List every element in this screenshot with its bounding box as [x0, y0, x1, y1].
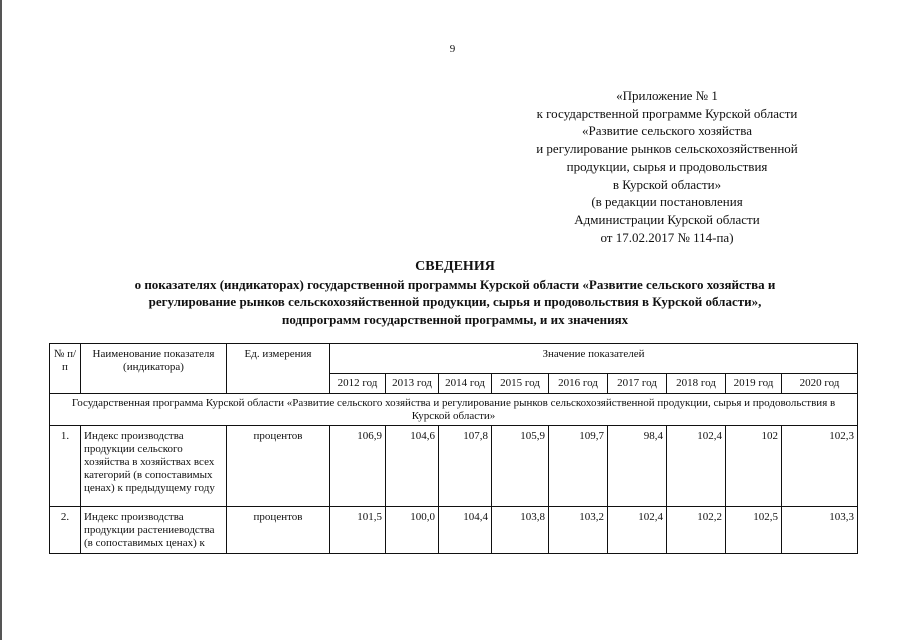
- header-name: Наименование показателя (индикатора): [81, 344, 227, 394]
- appendix-line: (в редакции постановления: [591, 194, 743, 210]
- row-value: 103,8: [492, 507, 549, 554]
- table-row: [50, 507, 858, 554]
- row-value: 106,9: [330, 426, 386, 507]
- appendix-line: «Развитие сельского хозяйства: [582, 123, 752, 139]
- row-value: 109,7: [549, 426, 608, 507]
- row-value: 100,0: [386, 507, 439, 554]
- page-number: 9: [449, 43, 456, 55]
- appendix-line: к государственной программе Курской области: [536, 105, 798, 121]
- year-header: 2012 год: [330, 374, 386, 394]
- appendix-line: Администрации Курской области: [574, 211, 760, 227]
- year-header: 2020 год: [782, 374, 858, 394]
- header-values: Значение показателей: [330, 344, 858, 374]
- header-num: № п/п: [50, 344, 81, 394]
- year-header: 2016 год: [549, 374, 608, 394]
- row-value: 102: [726, 426, 782, 507]
- indicators-table: [49, 343, 858, 554]
- row-value: 104,4: [439, 507, 492, 554]
- heading-line: регулирование рынков сельскохозяйственной продукции, сырья и продовольствия в Курской области»,: [148, 294, 762, 309]
- appendix-line: продукции, сырья и продовольствия: [566, 158, 768, 174]
- appendix-block: [497, 87, 837, 246]
- year-header: 2013 год: [386, 374, 439, 394]
- row-value: 102,2: [667, 507, 726, 554]
- row-value: 103,2: [549, 507, 608, 554]
- year-header: 2019 год: [726, 374, 782, 394]
- row-value: 103,3: [782, 507, 858, 554]
- document-title: СВЕДЕНИЯ: [415, 259, 495, 274]
- row-value: 105,9: [492, 426, 549, 507]
- year-header: 2014 год: [439, 374, 492, 394]
- appendix-line: от 17.02.2017 № 114-па): [600, 229, 734, 245]
- header-unit: Ед. измерения: [227, 344, 330, 394]
- appendix-line: и регулирование рынков сельскохозяйственной: [536, 141, 798, 157]
- row-name: Индекс производства продукции растениеводства (в сопоставимых ценах) к: [81, 507, 227, 554]
- row-value: 102,4: [667, 426, 726, 507]
- program-row: [50, 394, 858, 426]
- year-header: 2015 год: [492, 374, 549, 394]
- row-name: Индекс производства продукции сельского хозяйства в хозяйствах всех категорий (в сопоставимых ценах) к предыдущему году: [81, 426, 227, 507]
- heading-line: о показателях (индикаторах) государственной программы Курской области «Развитие сельского хозяйства и: [134, 276, 776, 292]
- appendix-line: «Приложение № 1: [616, 88, 718, 103]
- program-title: Государственная программа Курской области «Развитие сельского хозяйства и регулирование рынков сельскохозяйственной продукции, сырья и продовольствия в Курской области»: [50, 394, 858, 426]
- document-heading: [60, 258, 850, 328]
- page-edge: [0, 0, 2, 640]
- row-value: 102,5: [726, 507, 782, 554]
- year-header: 2017 год: [608, 374, 667, 394]
- table-row: [50, 426, 858, 507]
- row-unit: процентов: [227, 507, 330, 554]
- row-value: 98,4: [608, 426, 667, 507]
- appendix-line: в Курской области»: [612, 176, 722, 192]
- year-header: 2018 год: [667, 374, 726, 394]
- heading-line: подпрограмм государственной программы, и их значениях: [281, 311, 629, 327]
- row-value: 104,6: [386, 426, 439, 507]
- row-value: 107,8: [439, 426, 492, 507]
- row-value: 102,3: [782, 426, 858, 507]
- row-unit: процентов: [227, 426, 330, 507]
- row-value: 102,4: [608, 507, 667, 554]
- row-num: 2.: [50, 507, 81, 554]
- row-num: 1.: [50, 426, 81, 507]
- row-value: 101,5: [330, 507, 386, 554]
- table-header-row: [50, 344, 858, 374]
